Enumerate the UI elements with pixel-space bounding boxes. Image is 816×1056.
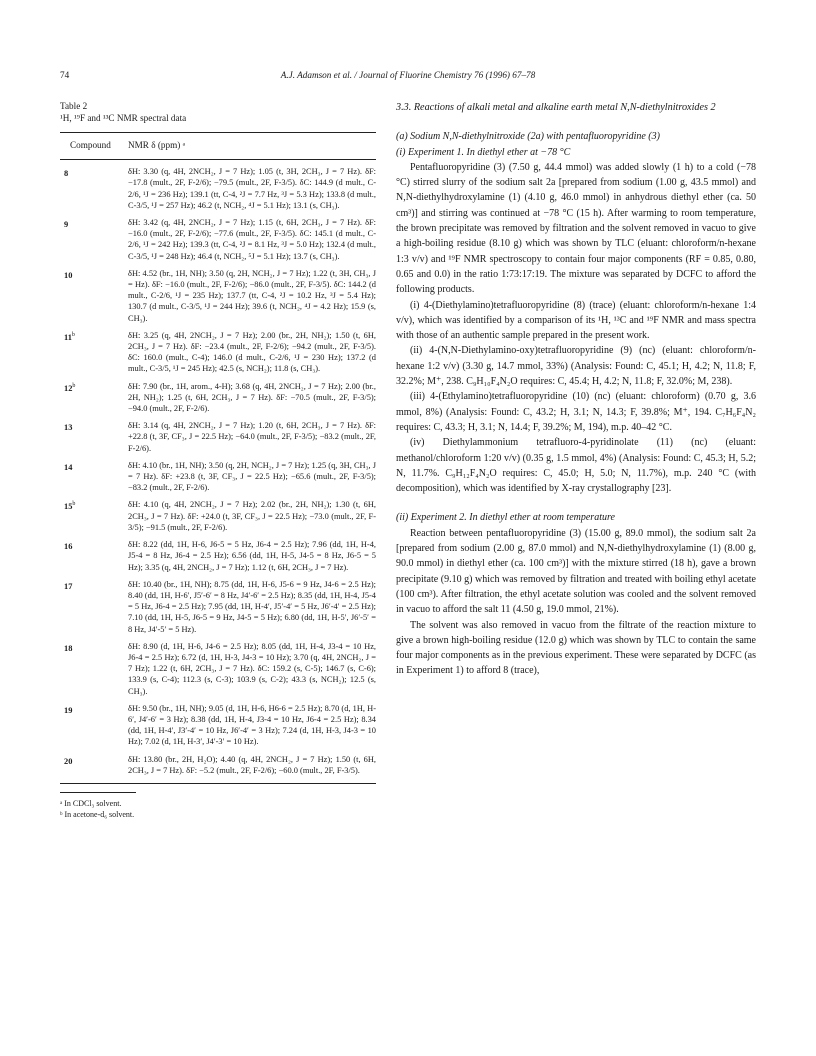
- nmr-data: δH: 3.30 (q, 4H, 2NCH₂, J = 7 Hz); 1.05 (t, 3H, 2CH₃, J = 7 Hz). δF: −17.8 (mult., 2F, F-2/6); −79.5 (mult., 2F, F-3/5). δC: 144.9 (d mult., C-2/6, ¹J = 236 Hz); 139.1 (tt, C-4, ²J = 7.7 Hz, ³J = 5.3 Hz); 133.8 (d mult., C-3/5, ¹J = 257 Hz); 46.2 (t, NCH₂, ⁴J = 5.1 Hz); 13.1 (s, CH₃).: [128, 167, 376, 210]
- body-text-column: [396, 100, 756, 679]
- experiment-2-title: (ii) Experiment 2. In diethyl ether at room temperature: [396, 512, 615, 524]
- table-header: [60, 133, 376, 159]
- table-row: [60, 641, 376, 697]
- paragraph: The solvent was also removed in vacuo from the filtrate of the reaction mixture to give a brown high-boiling residue (12.0 g) which was shown by TLC to contain the same four major components as in the previous experiment. These were separated by DCFC (as in Experiment 1) to afford 8 (trace),: [396, 619, 756, 677]
- table-header-rule: [60, 159, 376, 160]
- paragraph: (i) 4-(Diethylamino)tetrafluoropyridine (8) (trace) (eluant: chloroform/n-hexane 1:4 v/v), which was identified by a comparison of its ¹H, ¹³C and ¹⁹F NMR and mass spectra with those of an authentic sample prepared in the present work.: [396, 299, 756, 342]
- paragraph: (iii) 4-(Ethylamino)tetrafluoropyridine (10) (nc) (eluant: chloroform) (0.70 g, 3.6 mmol, 8%) (Analysis: Found: C, 43.2; H, 3.1; N, 14.3; F, 39.8%; M⁺, 194. C₇H₆F₄N₂ requires: C, 43.3; H, 3.1; N, 14.4; F, 39.2%; M, 194), m.p. 40–42 °C.: [396, 391, 756, 433]
- paragraph: Reaction between pentafluoropyridine (3) (15.00 g, 89.0 mmol), the sodium salt 2a [prepared from sodium (2.00 g, 87.0 mmol) and N,N-diethylhydroxylamine (1) (8.00 g, 90.0 mmol) in diethyl ether (ca. 100 cm³)] with the mixture stirred (18 h), gave a brown precipitate (9.10 g) which was removed by filtration and treated with boiling ethyl acetate (100 cm³). After filtration, the ethyl acetate solution was cooled and the solvent removed in vacuo to afford the salt 11 (4.50 g, 19.0 mmol, 21%).: [396, 527, 756, 616]
- table-row: [60, 217, 376, 262]
- compound-number: 11$^b$: [64, 331, 75, 342]
- table-footnotes: [60, 792, 136, 820]
- table-row: [60, 579, 376, 635]
- compound-number: 18: [64, 643, 73, 653]
- table-row: [60, 420, 376, 454]
- page-number: 74: [60, 70, 70, 80]
- nmr-data: δH: 3.42 (q, 4H, 2NCH₂, J = 7 Hz); 1.15 (t, 6H, 2CH₃, J = 7 Hz). δF: −16.0 (mult., 2F, F-2/6); −77.6 (mult., 2F, F-3/5). δC: 145.1 (d mult., C-2/6, ¹J = 242 Hz); 139.3 (tt, C-4, ²J = 8.1 Hz, ³J = 5.0 Hz); 132.4 (d mult., C-3/5, ¹J = 248 Hz); 46.4 (t, NCH₂, ⁵J = 5.1 Hz); 13.7 (s, CH₃).: [128, 218, 376, 261]
- table-row: [60, 330, 376, 375]
- compound-number: 16: [64, 541, 73, 551]
- compound-number: 17: [64, 581, 73, 591]
- compound-number: 9: [64, 219, 69, 229]
- footnote-a: ᵃ In CDCl₃ solvent.: [60, 798, 122, 808]
- compound-number: 8: [64, 169, 69, 178]
- section-title: 3.3. Reactions of alkali metal and alkaline earth metal N,N-diethylnitroxides 2: [396, 102, 716, 113]
- nmr-data: δH: 3.25 (q, 4H, 2NCH₂, J = 7 Hz); 2.00 (br., 2H, NH₂); 1.50 (t, 6H, 2CH₃, J = 7 Hz). δF: −23.4 (mult., 2F, F-2/6); −94.2 (mult., 2F, F-3/5). δC: 160.0 (mult., C-4); 146.0 (d mult., C-2/6, ¹J = 230 Hz); 137.2 (d mult., C-3/5, ¹J = 245 Hz); 42.5 (s, NCH₂); 11.8 (s, CH₃).: [128, 330, 376, 374]
- running-title: A.J. Adamson et al. / Journal of Fluorine Chemistry 76 (1996) 67–78: [280, 70, 536, 80]
- nmr-table: [60, 100, 376, 820]
- nmr-data: δH: 7.90 (br., 1H, arom., 4-H); 3.68 (q, 4H, 2NCH₂, J = 7 Hz); 2.00 (br., 2H, NH₂); 1.25 (t, 6H, 2CH₃, J = 7 Hz). δF: −70.5 (mult., 2F, F-3/5); −94.0 (mult., 2F, F-2/6).: [128, 381, 376, 414]
- nmr-data: δH: 8.90 (d, 1H, H-6, J4-6 = 2.5 Hz); 8.05 (dd, 1H, H-4, J3-4 = 10 Hz, J6-4 = 2.5 Hz); 6.72 (d, 1H, H-3, J4-3 = 10 Hz); 3.70 (q, 4H, 2NCH₂, J = 7 Hz); 1.22 (t, 6H, 2CH₃, J = 7 Hz). δC: 159.2 (s, C-5); 146.7 (s, C-6); 133.9 (s, C-4); 112.3 (s, C-3); 103.9 (s, C-2); 43.3 (s, NCH₂); 12.5 (s, CH₃).: [128, 641, 376, 696]
- table-row: [60, 268, 376, 324]
- nmr-data: δH: 8.22 (dd, 1H, H-6, J6-5 = 5 Hz, J6-4 = 2.5 Hz); 7.96 (dd, 1H, H-4, J5-4 = 8 Hz, J6-4 = 2.5 Hz); 6.56 (dd, 1H, H-5, J4-5 = 8 Hz, J6-5 = 5 Hz); 3.35 (q, 4H, 2NCH₂, J = 7 Hz); 1.12 (t, 6H, 2CH₃, J = 7 Hz).: [128, 540, 376, 572]
- table-row: [60, 381, 376, 415]
- table-label: Table 2: [60, 101, 88, 111]
- col-nmr-header: NMR δ (ppm) ᵃ: [128, 140, 186, 150]
- nmr-data: δH: 3.14 (q, 4H, 2NCH₂, J = 7 Hz); 1.20 (t, 6H, 2CH₃, J = 7 Hz). δF: +22.8 (t, 3F, CF₃, J = 22.5 Hz); −64.0 (mult., 2F, F-3/5); −83.2 (mult., 2F, F-2/6).: [128, 421, 376, 453]
- subsection-a-title: (a) Sodium N,N-diethylnitroxide (2a) with pentafluoropyridine (3): [396, 131, 660, 143]
- table-row: [60, 166, 376, 211]
- compound-number: 10: [64, 270, 73, 280]
- compound-number: 20: [64, 756, 73, 766]
- compound-number: 12$^b$: [64, 382, 76, 393]
- paragraph: (iv) Diethylammonium tetrafluoro-4-pyridinolate (11) (nc) (eluant: methanol/chloroform 1:20 v/v) (0.35 g, 1.5 mmol, 4%) (Analysis: Found: C, 45.3; H, 5.2; N, 11.7%. C₉H₁₂F₄N₂O requires: C, 45.0; H, 5.0; N, 11.7%), m.p. 240 °C (with decomposition), which was identified by X-ray crystallography [23].: [396, 437, 756, 495]
- nmr-data: δH: 4.52 (br., 1H, NH); 3.50 (q, 2H, NCH₂, J = 7 Hz); 1.22 (t, 3H, CH₃, J = Hz). δF: −16.0 (mult., 2F, F-2/6); −86.0 (mult., 2F, F-3/5). δC: 144.2 (d mult., C-2/6, ¹J = 235 Hz); 137.7 (tt, C-4, ²J = 10.2 Hz, ³J = 5.4 Hz); 130.7 (d mult., C-3/5, ¹J = 244 Hz); 39.6 (t, NCH₂, ⁴J = 4.2 Hz); 15.9 (s, CH₃).: [128, 268, 376, 323]
- table-row: [60, 499, 376, 533]
- table-row: [60, 539, 376, 573]
- table-row: [60, 703, 376, 748]
- compound-number: 19: [64, 705, 73, 715]
- paragraph: Pentafluoropyridine (3) (7.50 g, 44.4 mmol) was added slowly (1 h) to a cold (−78 °C) stirred slurry of the sodium salt 2a [prepared from sodium (1.00 g, 43.5 mmol) and N,N-diethylhydroxylamine (1) (4.10 g, 46.0 mmol) in anhydrous diethyl ether (ca. 50 cm³)] and stirring was continued at −78 °C (15 h). After warming to room temperature, the brown precipitate was removed by filtration and the solvent removed in vacuo to give a high-boiling residue (8.10 g) which was shown by TLC (eluant: chloroform/n-hexane 1:3 v/v) and ¹⁹F NMR spectroscopy to contain four major components (RF = 0.85, 0.80, 0.65 and 0.0) in the ratio 1:73:17:19. The mixture was separated by DCFC to afford the following products.: [396, 161, 756, 296]
- nmr-data: δH: 4.10 (q, 4H, 2NCH₂, J = 7 Hz); 2.02 (br., 2H, NH₂); 1.30 (t, 6H, 2CH₃, J = 7 Hz). δF: +24.0 (t, 3F, CF₃, J = 22.5 Hz); −73.0 (mult., 2F, F-3/5); −91.5 (mult., 2F, F-2/6).: [128, 500, 376, 532]
- experiment-1-title: (i) Experiment 1. In diethyl ether at −78 °C: [396, 146, 571, 158]
- table-row: [60, 754, 376, 776]
- paragraph: (ii) 4-(N,N-Diethylamino-oxy)tetrafluoropyridine (9) (nc) (eluant: chloroform/n-hexane 1:2 v/v) (3.30 g, 14.7 mmol, 33%) (Analysis: Found: C, 45.1; H, 4.2; N, 11.8; F, 32.2%; M⁺, 238. C₉H₁₀F₄N₂O requires: C, 45.4; H, 4.2; N, 11.8; F, 32.0%; M, 238).: [396, 345, 756, 388]
- table-body: [60, 166, 376, 776]
- nmr-data: δH: 13.80 (br., 2H, H₂O); 4.40 (q, 4H, 2NCH₂, J = 7 Hz); 1.50 (t, 6H, 2CH₃, J = 7 Hz). δF: −5.2 (mult., 2F, F-2/6); −60.0 (mult., 2F, F-3/5).: [128, 754, 376, 775]
- nmr-data: δH: 9.50 (br., 1H, NH); 9.05 (d, 1H, H-6, H6-6 = 2.5 Hz); 8.70 (d, 1H, H-6′, J4′-6′ = 3 Hz); 8.38 (dd, 1H, H-4, J3-4 = 10 Hz, J6-4 = 2.5 Hz); 8.34 (dd, 1H, H-4′, J3′-4′ = 10 Hz, J6′-4′ = 3 Hz); 7.24 (d, 1H, H-3, J4-3 = 10 Hz); 7.02 (d, 1H, H-3′, J4′-3′ = 10 Hz).: [128, 703, 376, 747]
- nmr-data: δH: 10.40 (br., 1H, NH); 8.75 (dd, 1H, H-6, J5-6 = 9 Hz, J4-6 = 2.5 Hz); 8.40 (dd, 1H, H-6′, J5′-6′ = 8 Hz, J4′-6′ = 2.5 Hz); 8.35 (dd, 1H, H-4, J5-4 = 5 Hz, J6-4 = 2.5 Hz); 7.95 (dd, 1H, H-4′, J5′-4′ = 5 Hz, J6′-4′ = 2.5 Hz); 7.10 (dd, 1H, H-5, J6-5 = 9 Hz, J4-5 = 5 Hz); 6.80 (dd, 1H, H-5′, J6′-5′ = 8 Hz, J4′-5′ = 5 Hz).: [128, 579, 376, 634]
- footnote-b: ᵇ In acetone-d₆ solvent.: [60, 809, 135, 819]
- compound-number: 15$^b$: [64, 501, 76, 512]
- col-compound-header: Compound: [70, 140, 111, 150]
- table-caption: ¹H, ¹⁹F and ¹³C NMR spectral data: [60, 113, 187, 123]
- compound-number: 13: [64, 423, 73, 433]
- running-header: [60, 70, 756, 84]
- table-row: [60, 460, 376, 494]
- nmr-data: δH: 4.10 (br., 1H, NH); 3.50 (q, 2H, NCH₂, J = 7 Hz); 1.25 (q, 3H, CH₃, J = 7 Hz). δF: +23.8 (t, 3F, CF₃, J = 22.5 Hz); −65.6 (mult., 2F, F-3/5); −83.2 (mult., 2F, F-2/6).: [128, 460, 376, 493]
- compound-number: 14: [64, 462, 73, 472]
- table-bottom-rule: [60, 783, 376, 784]
